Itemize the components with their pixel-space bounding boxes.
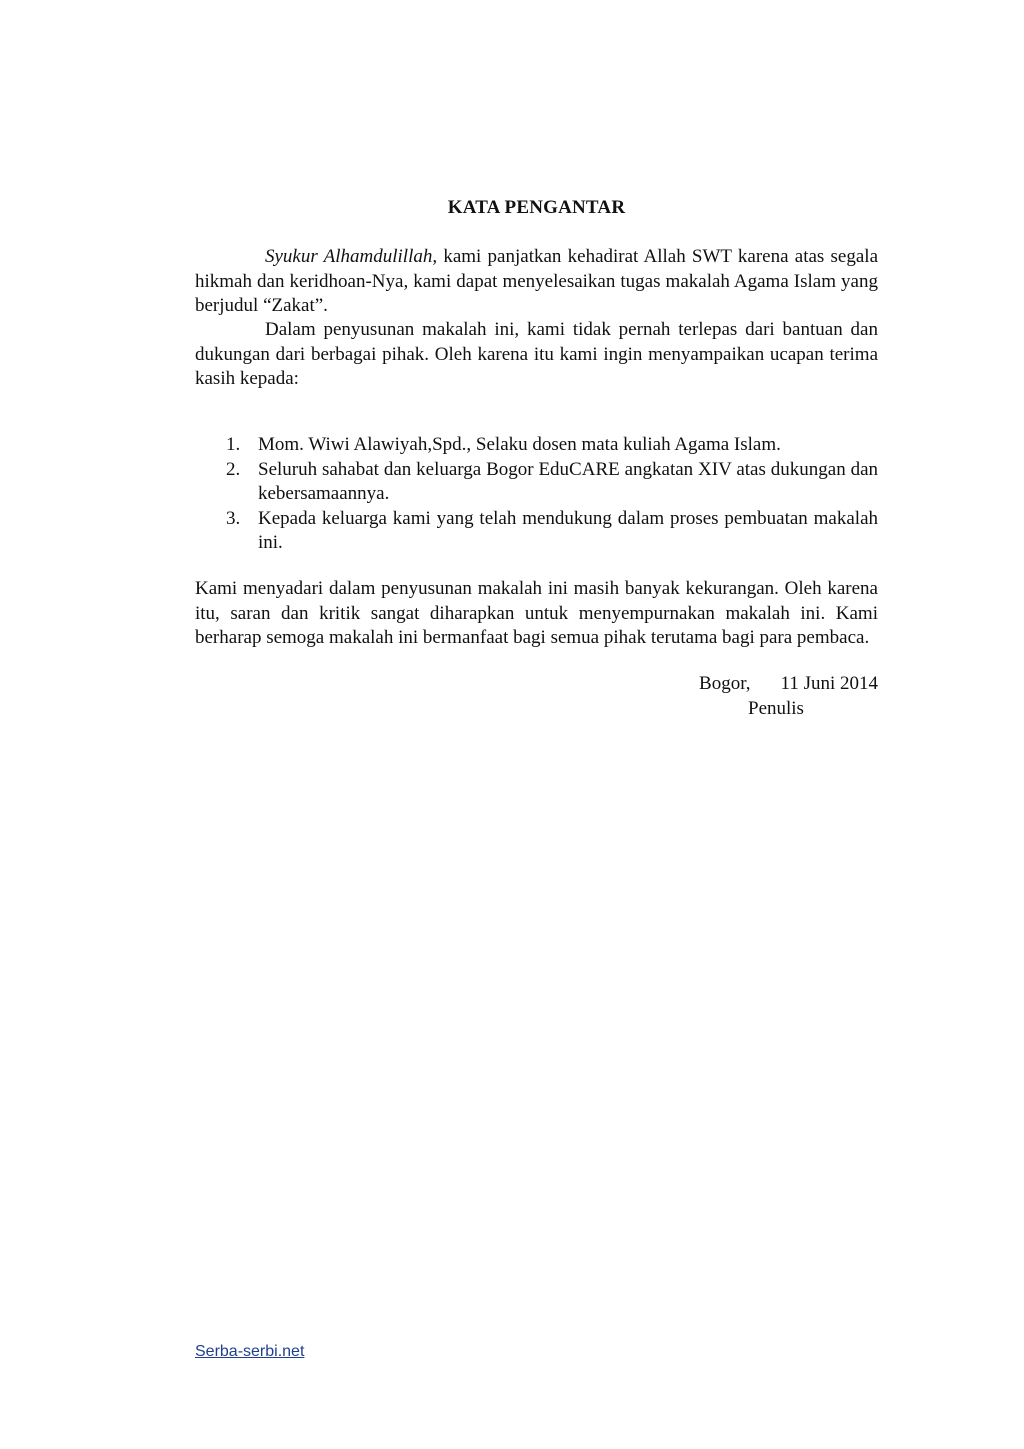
signoff-date: 11 Juni 2014 [780, 673, 878, 694]
opening-paragraph-text: kami panjatkan kehadirat Allah SWT karena atas segala hikmah dan keridhoan-Nya, kami dapat menyelesaikan tugas makalah Agama Islam yang berjudul “Zakat”. [195, 246, 878, 316]
signoff-author: Penulis [748, 697, 804, 719]
list-item [195, 433, 878, 458]
list-item-number: 3. [226, 507, 241, 529]
document-page [195, 0, 878, 1449]
opening-italic-phrase: Syukur Alhamdulillah, [265, 246, 438, 267]
closing-paragraph: Kami menyadari dalam penyusunan makalah ini masih banyak kekurangan. Oleh karena itu, saran dan kritik sangat diharapkan untuk menyempurnakan makalah ini. Kami berharap semoga makalah ini bermanfaat bagi semua pihak terutama bagi para pembaca. [195, 578, 878, 648]
signoff-city-date [699, 672, 878, 697]
footer-site-link[interactable]: Serba-serbi.net [195, 1343, 305, 1360]
opening-paragraph [195, 245, 878, 319]
list-item [195, 458, 878, 507]
signoff-city: Bogor, [699, 673, 751, 694]
page-title: KATA PENGANTAR [447, 197, 626, 218]
list-item-text: Seluruh sahabat dan keluarga Bogor EduCARE angkatan XIV atas dukungan dan kebersamaannya. [258, 458, 878, 504]
list-item-text: Kepada keluarga kami yang telah mendukung dalam proses pembuatan makalah ini. [258, 507, 878, 553]
list-item-text: Mom. Wiwi Alawiyah,Spd., Selaku dosen mata kuliah Agama Islam. [258, 434, 781, 455]
list-item-number: 1. [226, 434, 241, 455]
list-item [195, 507, 878, 556]
acknowledgement-intro-paragraph: Dalam penyusunan makalah ini, kami tidak pernah terlepas dari bantuan dan dukungan dari berbagai pihak. Oleh karena itu kami ingin menyampaikan ucapan terima kasih kepada: [195, 319, 878, 389]
thanks-list [195, 433, 878, 556]
list-item-number: 2. [226, 458, 241, 480]
